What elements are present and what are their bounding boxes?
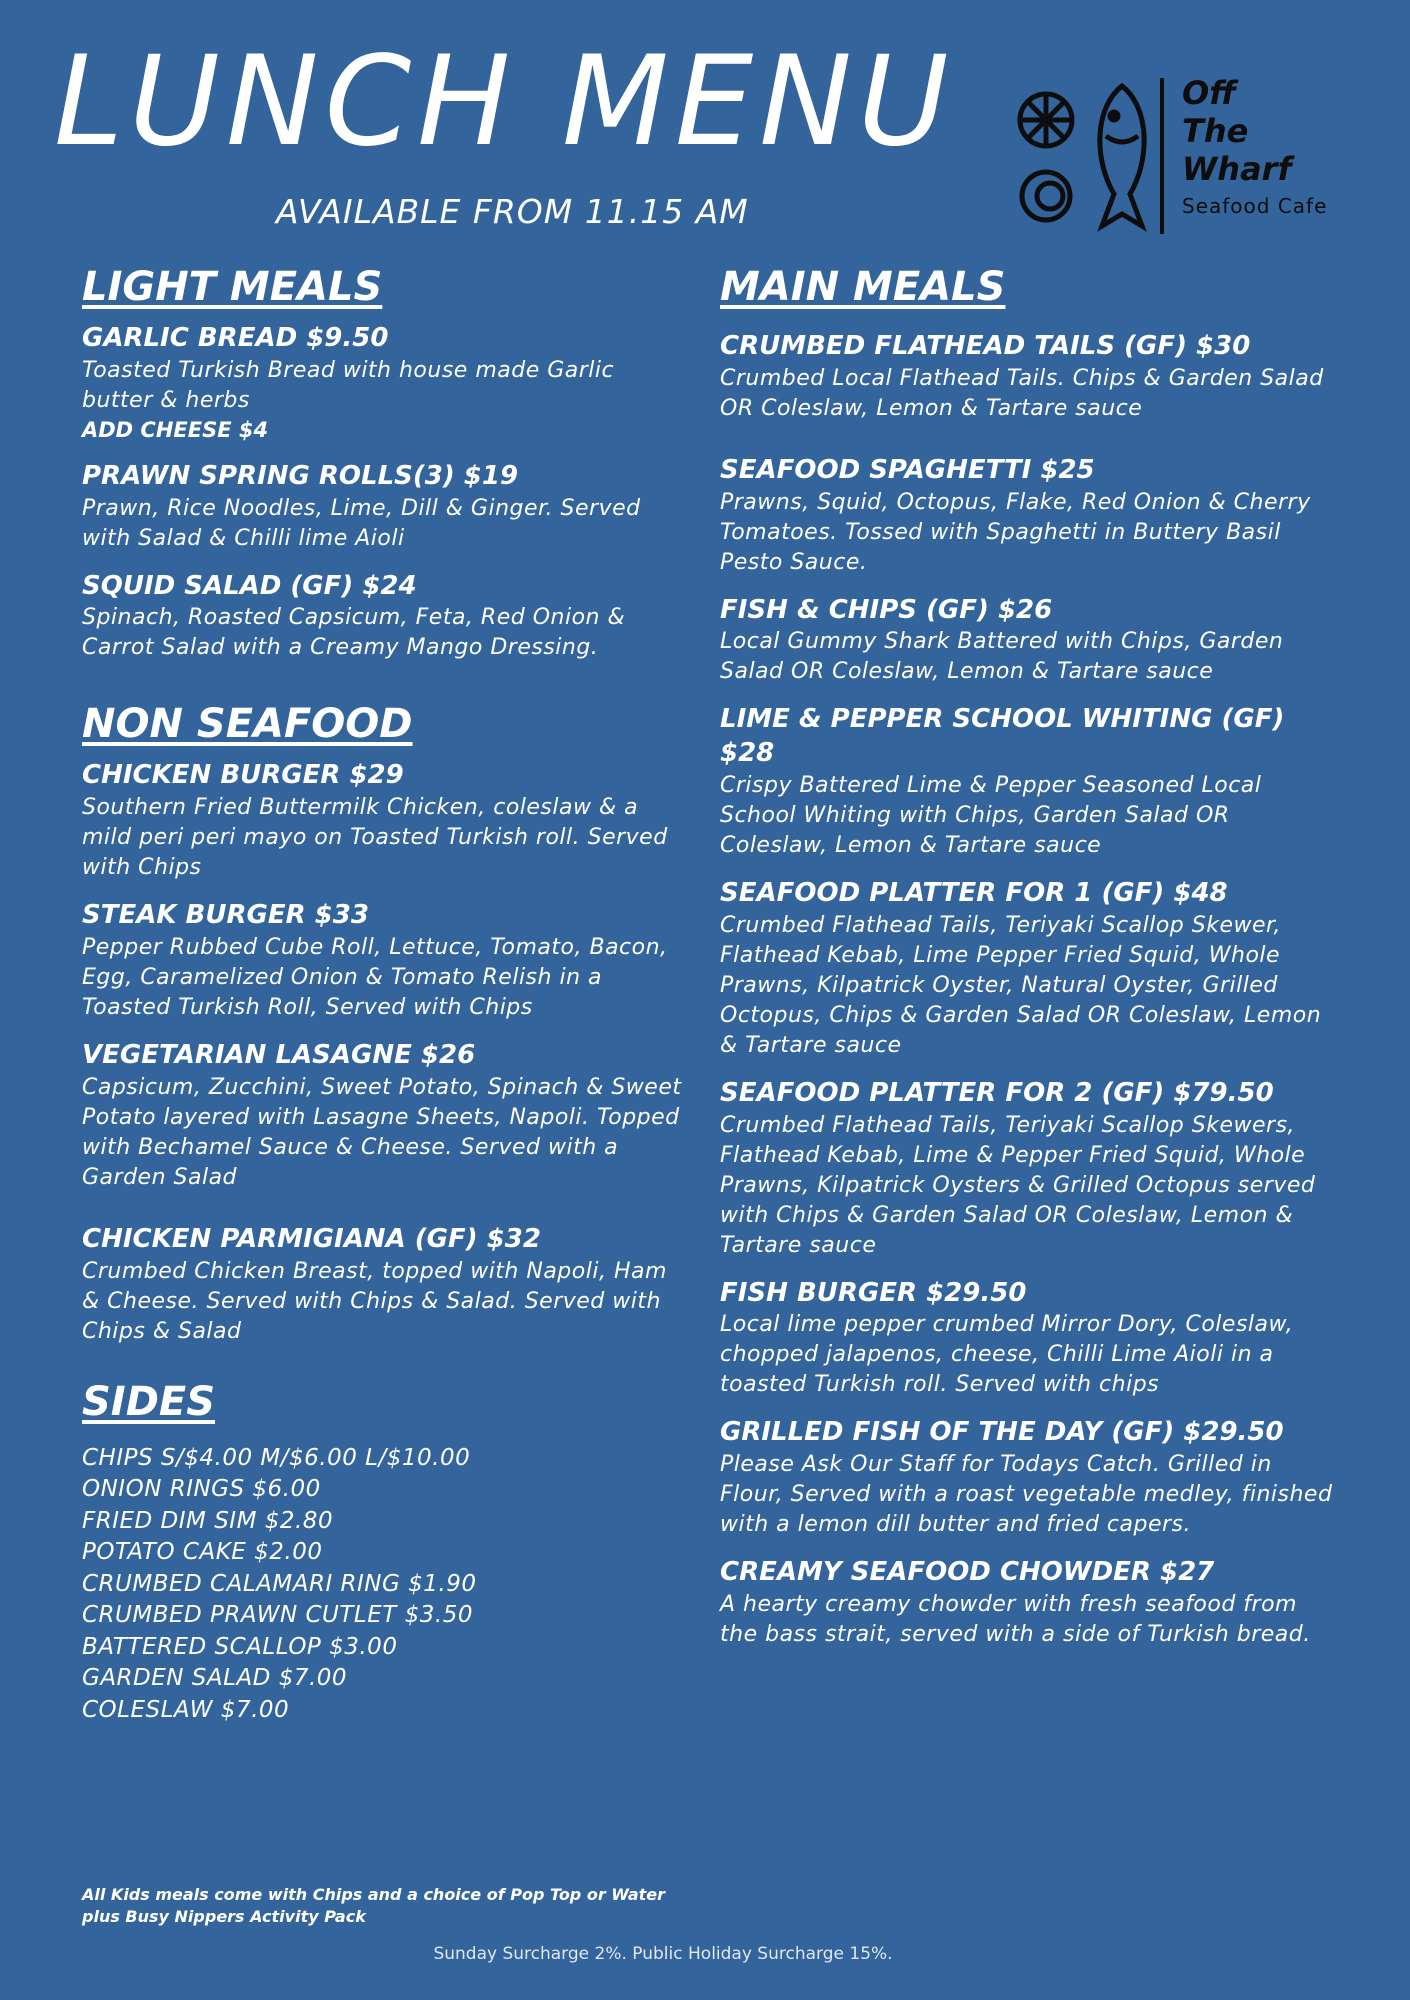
menu-item [82,460,682,554]
item-name: CRUMBED FLATHEAD TAILS (GF) $30 [720,331,1251,361]
list-item: BATTERED SCALLOP $3.00 [82,1633,398,1660]
light-meals-section [82,262,682,663]
kids-meal-note: All Kids meals come with Chips and a choice of Pop Top or Water plus Busy Nippers Activity Pack [82,1885,666,1926]
right-column [720,262,1340,1666]
item-name: FISH & CHIPS (GF) $26 [720,594,1053,625]
item-description: Prawns, Squid, Octopus, Flake, Red Onion & Cherry Tomatoes. Tossed with Spaghetti in Buttery Basil Pesto Sauce. [720,489,1311,575]
item-name: FISH BURGER $29.50 [720,1277,1027,1308]
item-description: Crumbed Local Flathead Tails. Chips & Garden Salad OR Coleslaw, Lemon & Tartare sauce [720,365,1324,421]
item-description: Pepper Rubbed Cube Roll, Lettuce, Tomato, Bacon, Egg, Caramelized Onion & Tomato Relish in a Toasted Turkish Roll, Served with Chips [82,934,668,1020]
non-seafood-section [82,699,682,1346]
list-item: CRUMBED CALAMARI RING $1.90 [82,1570,477,1597]
item-name: VEGETARIAN LASAGNE $26 [82,1039,476,1070]
item-name: CHICKEN PARMIGIANA (GF) $32 [82,1223,541,1254]
section-heading: LIGHT MEALS [82,264,383,310]
cafe-logo [1010,68,1340,248]
seafood-icons [1010,68,1170,238]
list-item: CRUMBED PRAWN CUTLET $3.50 [82,1602,473,1629]
item-name: SQUID SALAD (GF) $24 [82,570,417,601]
logo-line-2: The [1182,112,1249,150]
item-description: Toasted Turkish Bread with house made Garlic butter & herbs [82,357,615,413]
item-description: Crumbed Chicken Breast, topped with Napoli, Ham & Cheese. Served with Chips & Salad. Served with Chips & Salad [82,1258,667,1344]
list-item: ONION RINGS $6.00 [82,1476,321,1503]
menu-item [720,703,1340,861]
section-heading: MAIN MEALS [720,264,1006,310]
item-name: SEAFOOD PLATTER FOR 2 (GF) $79.50 [720,1077,1274,1108]
item-description: Prawn, Rice Noodles, Lime, Dill & Ginger. Served with Salad & Chilli lime Aioli [82,495,641,551]
item-description: A hearty creamy chowder with fresh seafood from the bass strait, served with a side of Turkish bread. [720,1591,1311,1647]
item-name: SEAFOOD SPAGHETTI $25 [720,454,1095,485]
logo-line-3: Wharf [1182,150,1292,188]
item-addon: ADD CHEESE $4 [82,417,269,442]
logo-name [1182,74,1291,188]
item-name: LIME & PEPPER SCHOOL WHITING (GF) $28 [720,704,1285,769]
item-description: Local lime pepper crumbed Mirror Dory, Coleslaw, chopped jalapenos, cheese, Chilli Lime Aioli in a toasted Turkish roll. Served with chips [720,1312,1294,1398]
item-description: Spinach, Roasted Capsicum, Feta, Red Onion & Carrot Salad with a Creamy Mango Dressing. [82,605,626,661]
item-description: Crumbed Flathead Tails, Teriyaki Scallop Skewers, Flathead Kebab, Lime & Pepper Fried Squid, Whole Prawns, Kilpatrick Oysters & Grilled Octopus served with Chips & Garden Salad OR Coleslaw, Lemon & Tartare sauce [720,1112,1316,1258]
item-name: CREAMY SEAFOOD CHOWDER $27 [720,1557,1215,1588]
menu-item [720,330,1340,424]
menu-item [720,454,1340,578]
menu-item [82,1039,682,1193]
item-description: Capsicum, Zucchini, Sweet Potato, Spinach & Sweet Potato layered with Lasagne Sheets, Napoli. Topped with Bechamel Sauce & Cheese. Served with a Garden Salad [82,1074,682,1190]
section-heading: SIDES [82,1378,216,1425]
list-item: GARDEN SALAD $7.00 [82,1665,348,1692]
item-description: Local Gummy Shark Battered with Chips, Garden Salad OR Coleslaw, Lemon & Tartare sauce [720,629,1284,685]
menu-item [720,1077,1340,1261]
menu-item [720,1416,1340,1540]
menu-item [82,1223,682,1347]
menu-item [82,322,682,444]
page-title: LUNCH MENU [54,30,955,174]
sides-list [82,1443,682,1727]
menu-item [720,1556,1340,1650]
menu-item [720,1277,1340,1401]
menu-item [82,899,682,1023]
logo-subtitle: Seafood Cafe [1182,194,1328,218]
main-meals-section [720,262,1340,1650]
menu-item [720,594,1340,688]
item-name: GARLIC BREAD $9.50 [82,323,389,353]
item-description: Crumbed Flathead Tails, Teriyaki Scallop Skewer, Flathead Kebab, Lime Pepper Fried Squid, Whole Prawns, Kilpatrick Oyster, Natural Oyster, Grilled Octopus, Chips & Garden Salad OR Coleslaw, Lemon & Tartare sauce [720,912,1322,1058]
list-item: COLESLAW $7.00 [82,1696,290,1723]
menu-item [720,877,1340,1061]
left-column [82,262,682,1726]
list-item: CHIPS S/$4.00 M/$6.00 L/$10.00 [82,1444,471,1471]
menu-item [82,570,682,664]
sides-section [82,1377,682,1727]
item-description: Southern Fried Buttermilk Chicken, coleslaw & a mild peri peri mayo on Toasted Turkish roll. Served with Chips [82,795,668,881]
surcharge-note: Sunday Surcharge 2%. Public Holiday Surcharge 15%. [433,1944,893,1964]
item-name: STEAK BURGER $33 [82,900,369,931]
section-heading: NON SEAFOOD [82,701,413,748]
list-item: FRIED DIM SIM $2.80 [82,1507,334,1534]
logo-line-1: Off [1182,74,1236,112]
item-name: SEAFOOD PLATTER FOR 1 (GF) $48 [720,877,1228,908]
menu-item [82,759,682,883]
item-description: Crispy Battered Lime & Pepper Seasoned Local School Whiting with Chips, Garden Salad OR Coleslaw, Lemon & Tartare sauce [720,772,1262,858]
item-name: PRAWN SPRING ROLLS(3) $19 [82,460,519,491]
item-name: GRILLED FISH OF THE DAY (GF) $29.50 [720,1417,1284,1448]
fish-icon [1100,86,1144,226]
item-description: Please Ask Our Staff for Todays Catch. Grilled in Flour, Served with a roast vegetable medley, finished with a lemon dill butter and fried capers. [720,1452,1333,1538]
availability-subtitle: AVAILABLE FROM 11.15 AM [276,192,749,231]
item-name: CHICKEN BURGER $29 [82,760,404,791]
list-item: POTATO CAKE $2.00 [82,1539,323,1566]
